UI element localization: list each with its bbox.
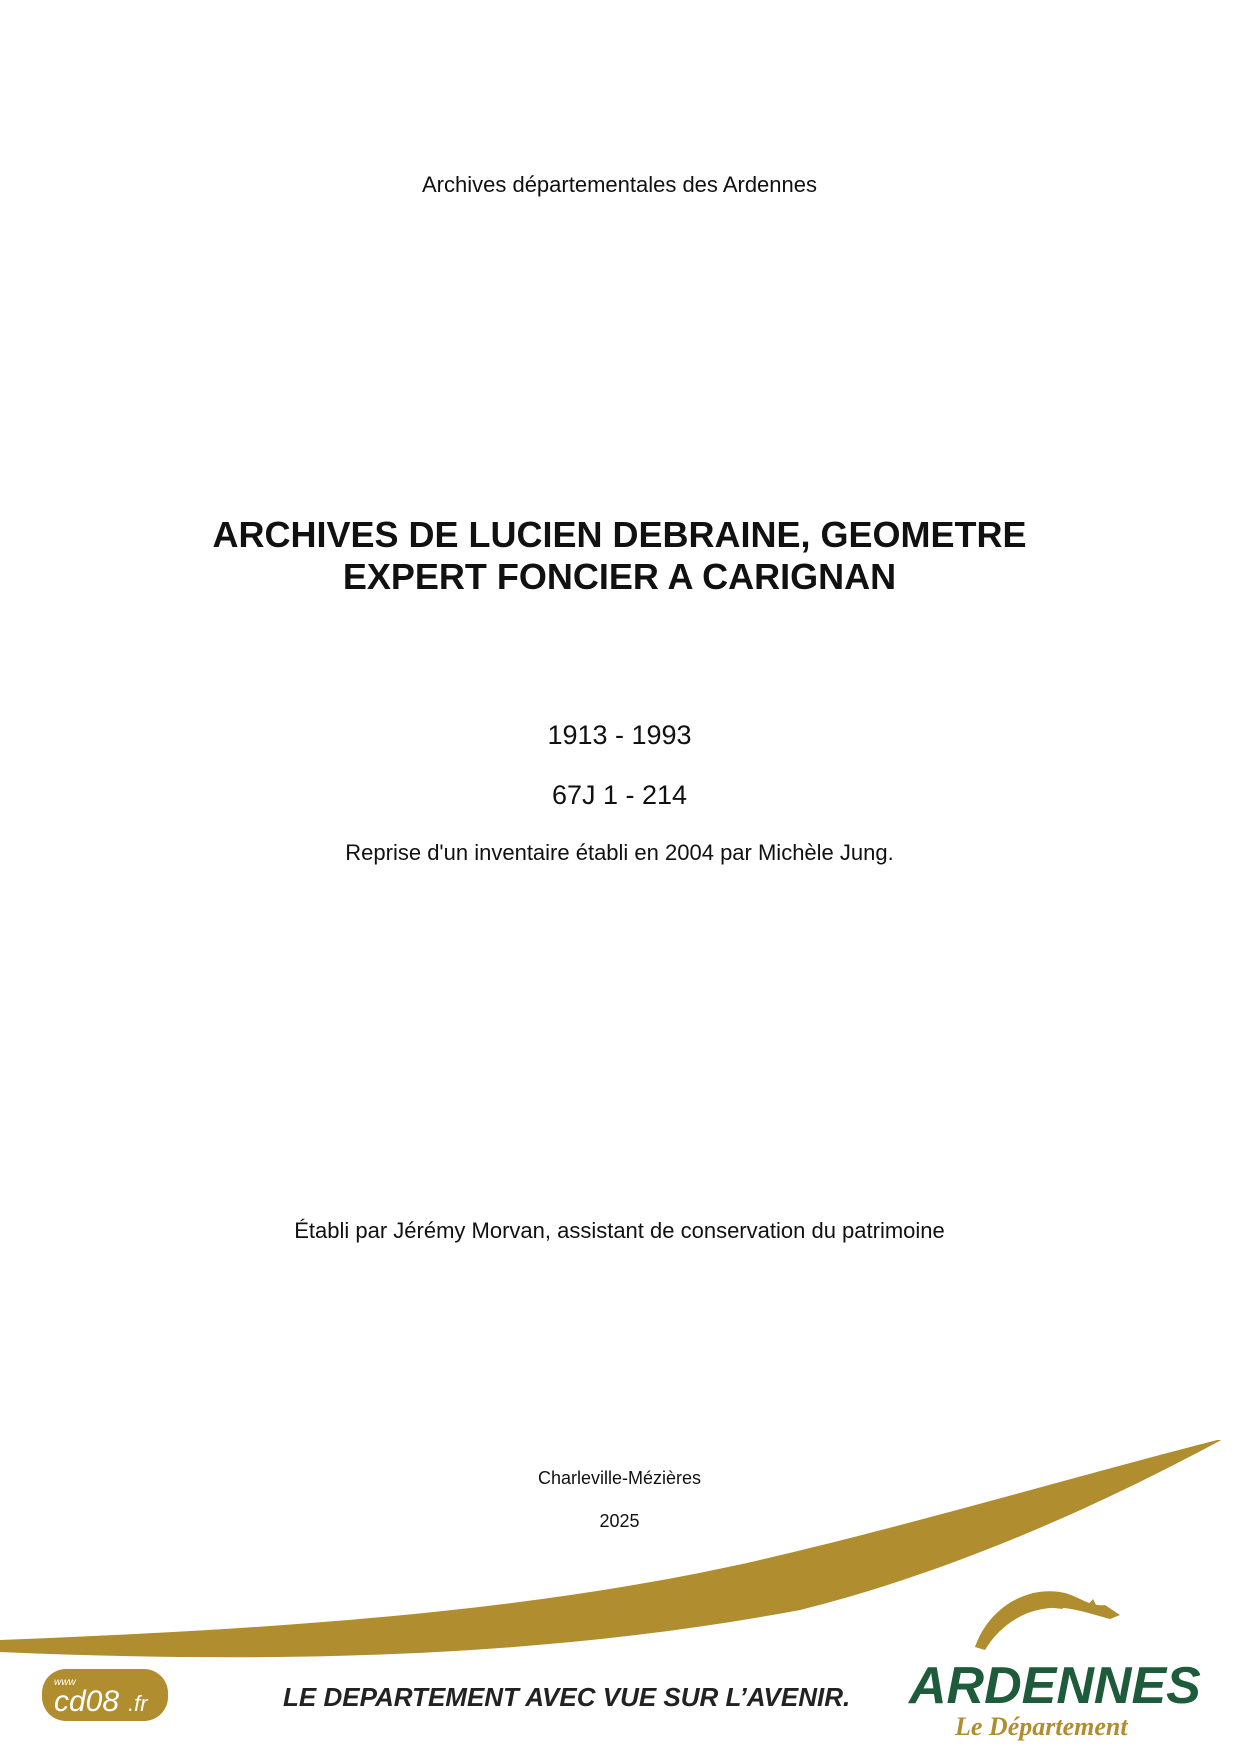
cd08-logo [40,1665,170,1725]
institution-name: Archives départementales des Ardennes [421,172,817,197]
archive-reference: 67J 1 - 214 [551,780,688,810]
publication-place: Charleville-Mézières [537,1468,702,1488]
ardennes-department-logo [905,1575,1225,1750]
svg-text:cd08: cd08 [54,1685,120,1718]
reprise-note: Reprise d'un inventaire établi en 2004 par Michèle Jung. [345,840,894,865]
svg-text:ARDENNES: ARDENNES [909,1657,1201,1715]
svg-text:www: www [54,1677,76,1688]
department-slogan: LE DEPARTEMENT AVEC VUE SUR L’AVENIR. [283,1682,851,1712]
title-line-2: EXPERT FONCIER A CARIGNAN [342,556,897,597]
date-range: 1913 - 1993 [547,720,692,750]
svg-text:.fr: .fr [128,1691,148,1716]
svg-text:Le Département: Le Département [955,1712,1128,1741]
author-credit: Établi par Jérémy Morvan, assistant de conservation du patrimoine [294,1218,945,1243]
publication-year: 2025 [599,1511,640,1531]
title-line-1: ARCHIVES DE LUCIEN DEBRAINE, GEOMETRE [212,514,1027,555]
document-title [0,514,1239,598]
